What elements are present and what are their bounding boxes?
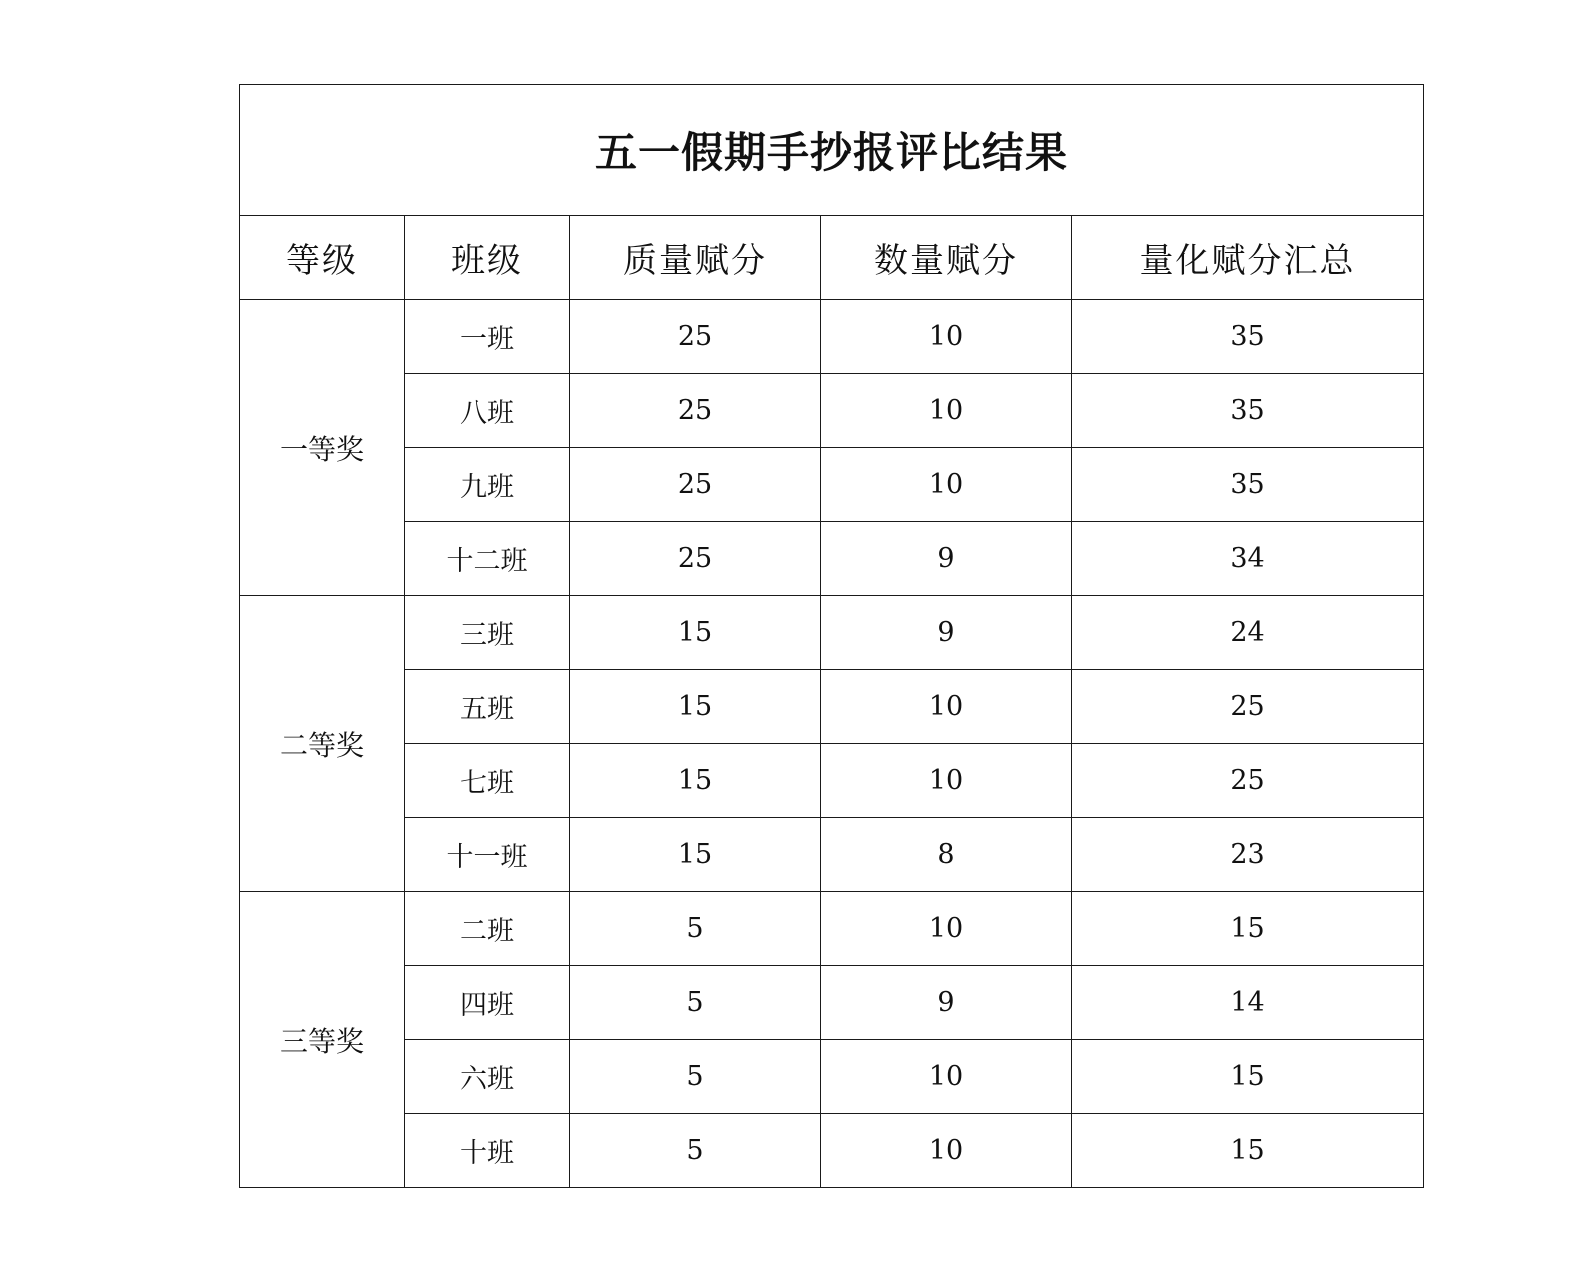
quality-cell: 25 [570, 448, 821, 522]
grade-cell: 二等奖 [240, 596, 405, 892]
quantity-cell: 10 [821, 744, 1072, 818]
table-row [240, 966, 1424, 1040]
total-cell: 15 [1072, 1040, 1424, 1114]
total-cell: 35 [1072, 300, 1424, 374]
quality-cell: 15 [570, 596, 821, 670]
quality-cell: 5 [570, 892, 821, 966]
quantity-cell: 9 [821, 966, 1072, 1040]
quality-cell: 15 [570, 818, 821, 892]
quantity-cell: 9 [821, 596, 1072, 670]
quantity-cell: 10 [821, 670, 1072, 744]
results-table [239, 84, 1424, 1188]
class-cell: 八班 [405, 374, 570, 448]
table-row [240, 300, 1424, 374]
quality-cell: 15 [570, 670, 821, 744]
quantity-cell: 8 [821, 818, 1072, 892]
class-cell: 六班 [405, 1040, 570, 1114]
quantity-cell: 10 [821, 448, 1072, 522]
quality-cell: 5 [570, 1114, 821, 1188]
header-class: 班级 [405, 216, 570, 300]
quantity-cell: 10 [821, 300, 1072, 374]
table-row [240, 1040, 1424, 1114]
total-cell: 25 [1072, 670, 1424, 744]
total-cell: 15 [1072, 892, 1424, 966]
grade-cell: 三等奖 [240, 892, 405, 1188]
class-cell: 三班 [405, 596, 570, 670]
quality-cell: 5 [570, 1040, 821, 1114]
header-total: 量化赋分汇总 [1072, 216, 1424, 300]
header-grade: 等级 [240, 216, 405, 300]
class-cell: 二班 [405, 892, 570, 966]
grade-cell: 一等奖 [240, 300, 405, 596]
quality-cell: 5 [570, 966, 821, 1040]
total-cell: 23 [1072, 818, 1424, 892]
quality-cell: 25 [570, 522, 821, 596]
title-row [240, 85, 1424, 216]
table-row [240, 522, 1424, 596]
table-row [240, 1114, 1424, 1188]
class-cell: 五班 [405, 670, 570, 744]
quality-cell: 25 [570, 374, 821, 448]
quantity-cell: 10 [821, 892, 1072, 966]
class-cell: 九班 [405, 448, 570, 522]
class-cell: 七班 [405, 744, 570, 818]
table-row [240, 744, 1424, 818]
header-quality: 质量赋分 [570, 216, 821, 300]
total-cell: 24 [1072, 596, 1424, 670]
quality-cell: 25 [570, 300, 821, 374]
table-row [240, 448, 1424, 522]
total-cell: 34 [1072, 522, 1424, 596]
table-row [240, 892, 1424, 966]
total-cell: 25 [1072, 744, 1424, 818]
total-cell: 15 [1072, 1114, 1424, 1188]
class-cell: 十班 [405, 1114, 570, 1188]
header-row [240, 216, 1424, 300]
quality-cell: 15 [570, 744, 821, 818]
total-cell: 14 [1072, 966, 1424, 1040]
class-cell: 一班 [405, 300, 570, 374]
total-cell: 35 [1072, 374, 1424, 448]
table-row [240, 670, 1424, 744]
table-row [240, 818, 1424, 892]
class-cell: 十二班 [405, 522, 570, 596]
class-cell: 四班 [405, 966, 570, 1040]
quantity-cell: 9 [821, 522, 1072, 596]
table-row [240, 596, 1424, 670]
table-title: 五一假期手抄报评比结果 [240, 85, 1424, 216]
quantity-cell: 10 [821, 1040, 1072, 1114]
total-cell: 35 [1072, 448, 1424, 522]
header-quantity: 数量赋分 [821, 216, 1072, 300]
quantity-cell: 10 [821, 1114, 1072, 1188]
table-row [240, 374, 1424, 448]
quantity-cell: 10 [821, 374, 1072, 448]
class-cell: 十一班 [405, 818, 570, 892]
